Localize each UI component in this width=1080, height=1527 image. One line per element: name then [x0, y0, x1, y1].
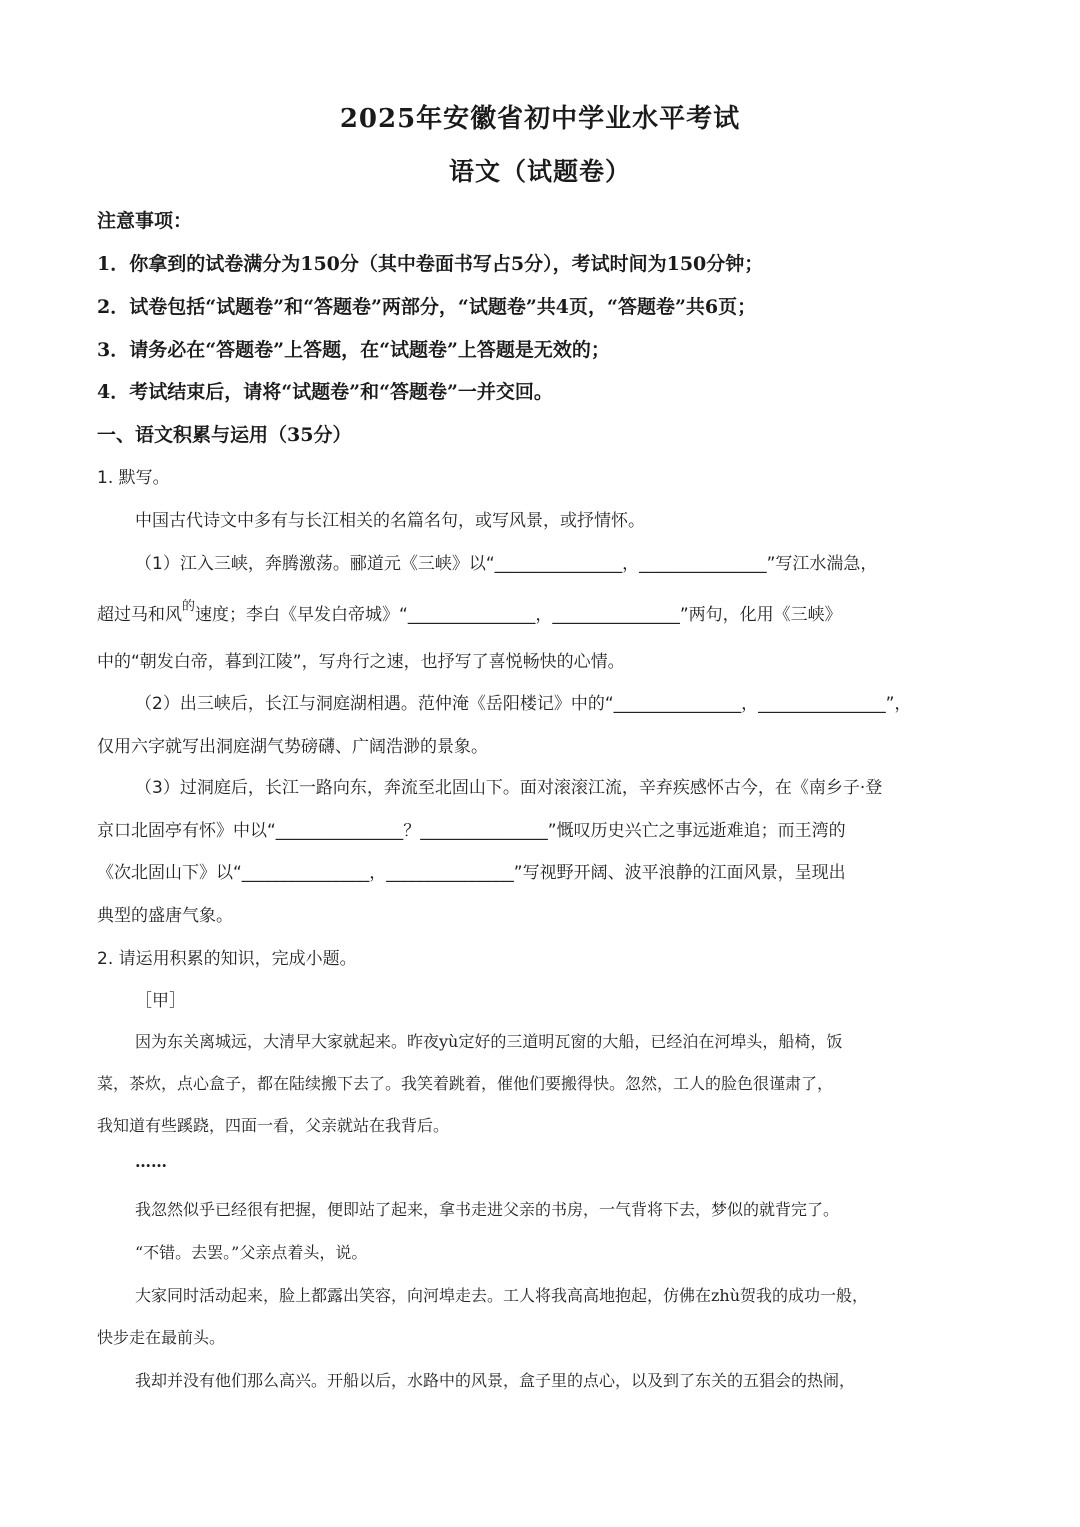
passage-line: 菜，茶炊，点心盒子，都在陆续搬下去了。我笑着跳着，催他们要搬得快。忽然，工人的脸色很谨肃了， [97, 1074, 834, 1093]
question-text-line [97, 600, 983, 625]
passage-line: 大家同时活动起来，脸上都露出笑容，向河埠走去。工人将我高高地抱起，仿佛在zhù贺我的成功一般， [135, 1286, 869, 1305]
note-item: 2．试卷包括“试题卷”和“答题卷”两部分，“试题卷”共4页，“答题卷”共6页； [97, 296, 757, 318]
question-text-line: 《次北固山下》以“_______________，_______________”写视野开阔、波平浪静的江面风景，呈现出 [97, 863, 846, 883]
passage-line: 我忽然似乎已经很有把握，便即站了起来，拿书走进父亲的书房，一气背将下去，梦似的就背完了。 [135, 1200, 840, 1219]
note-item: 3．请务必在“答题卷”上答题，在“试题卷”上答题是无效的； [97, 339, 610, 361]
passage-line: 快步走在最前头。 [97, 1328, 226, 1347]
passage-line: “不错。去罢。”父亲点着头，说。 [135, 1243, 368, 1262]
section-heading: 一、语文积累与运用（35分） [97, 424, 352, 446]
text-span: 超过马和风 [97, 605, 182, 625]
notes-heading: 注意事项： [97, 210, 193, 232]
passage-line: 我却并没有他们那么高兴。开船以后，水路中的风景，盒子里的点心，以及到了东关的五猖会的热闹， [135, 1371, 856, 1390]
question-text-line: 仅用六字就写出洞庭湖气势磅礴、广阔浩渺的景象。 [97, 737, 488, 757]
question-label: 1. 默写。 [97, 468, 170, 488]
question-text-line: （2）出三峡后，长江与洞庭湖相遇。范仲淹《岳阳楼记》中的“_______________，_______________”， [135, 694, 912, 714]
question-intro: 中国古代诗文中多有与长江相关的名篇名句，或写风景，或抒情怀。 [135, 511, 645, 531]
note-item: 1．你拿到的试卷满分为150分（其中卷面书写占5分），考试时间为150分钟； [97, 253, 764, 275]
question-text-line: 典型的盛唐气象。 [97, 906, 233, 926]
question-label: 2. 请运用积累的知识，完成小题。 [97, 949, 357, 969]
question-text-line: 京口北固亭有怀》中以“_______________？_______________”慨叹历史兴亡之事远逝难追；而王湾的 [97, 821, 846, 841]
passage-line: 因为东关离城远，大清早大家就起来。昨夜yù定好的三道明瓦窗的大船，已经泊在河埠头，船椅，饭 [135, 1032, 843, 1051]
passage-marker: ［甲］ [135, 991, 186, 1011]
passage-line: 我知道有些蹊跷，四面一看，父亲就站在我背后。 [97, 1116, 450, 1135]
question-text-line: （1）江入三峡，奔腾激荡。郦道元《三峡》以“_______________，_______________”写江水湍急， [135, 554, 878, 574]
page-title: 2025年安徽省初中学业水平考试 [339, 104, 741, 134]
superscript-char: 的 [182, 599, 196, 614]
passage-ellipsis: …… [135, 1152, 167, 1171]
question-text-line: 中的“朝发白帝，暮到江陵”，写舟行之速，也抒写了喜悦畅快的心情。 [97, 652, 625, 672]
page-subtitle: 语文（试题卷） [448, 157, 631, 186]
question-text-line: （3）过洞庭后，长江一路向东，奔流至北固山下。面对滚滚江流，辛弃疾感怀古今，在《南乡子·登 [135, 778, 883, 798]
note-item: 4．考试结束后，请将“试题卷”和“答题卷”一并交回。 [97, 381, 553, 403]
text-span: 速度；李白《早发白帝城》“_______________，_______________”两句，化用《三峡》 [195, 605, 842, 625]
